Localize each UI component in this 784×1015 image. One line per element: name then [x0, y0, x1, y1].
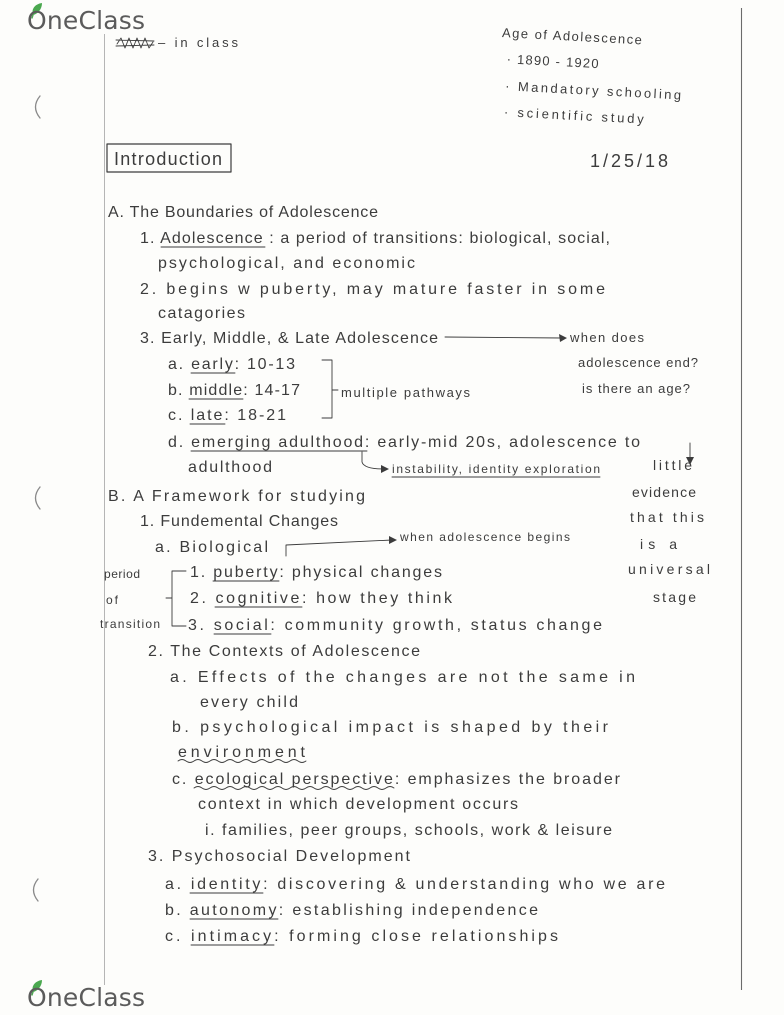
- margin-note-line: period: [104, 567, 140, 581]
- arrow-line: [445, 337, 562, 338]
- margin-note-line: stage: [653, 589, 696, 605]
- subsection-heading: 1. Fundemental Changes: [140, 513, 338, 530]
- arrow-right-icon: [559, 334, 567, 342]
- margin-note-universal-stage: [628, 457, 710, 605]
- page-header: [116, 35, 239, 50]
- note-line: 2. cognitive: how they think: [190, 590, 452, 607]
- note-line: 1. Adolescence : a period of transitions: biological, social,: [140, 230, 610, 247]
- crossed-out-scribble: [116, 38, 154, 48]
- note-line: environment: [178, 744, 305, 761]
- transition-bracket: [166, 571, 186, 626]
- margin-question: is there an age?: [582, 381, 690, 396]
- stage-item: a. early: 10-13: [168, 356, 295, 373]
- stages-note: multiple pathways: [341, 385, 470, 400]
- stage-item: d. emerging adulthood: early-mid 20s, adolescence to: [168, 434, 640, 451]
- note-line: 3. social: community growth, status change: [188, 617, 602, 634]
- note-line: a. identity: discovering & understanding who we are: [165, 876, 665, 893]
- margin-question: adolescence end?: [578, 355, 698, 370]
- margin-note-line: little: [653, 457, 692, 473]
- arrow-line: [286, 540, 392, 556]
- note-line: i. families, peer groups, schools, work & leisure: [205, 822, 612, 839]
- note-line: adulthood: [188, 459, 272, 476]
- section-heading: B. A Framework for studying: [108, 488, 365, 505]
- subsection-heading: 2. The Contexts of Adolescence: [148, 643, 420, 660]
- note-line: c. ecological perspective: emphasizes the broader: [172, 771, 620, 788]
- note-line: 3. Early, Middle, & Late Adolescence: [140, 330, 438, 347]
- side-note: [498, 25, 685, 128]
- arrow-right-icon: [389, 536, 397, 544]
- side-note-item: · 1890 - 1920: [506, 51, 599, 72]
- note-line: a. Biological: [155, 539, 268, 556]
- side-note-item: · Mandatory schooling: [504, 78, 682, 103]
- margin-note-line: is a: [640, 536, 677, 552]
- note-line: catagories: [158, 305, 245, 322]
- arrow-right-icon: [381, 465, 389, 473]
- page-title: Introduction: [114, 149, 222, 169]
- brand-name: OneClass: [27, 6, 145, 35]
- note-line: every child: [200, 694, 298, 711]
- binder-hole-mark: [36, 487, 41, 509]
- margin-note-line: universal: [628, 561, 710, 577]
- brand-name: OneClass: [27, 983, 145, 1012]
- arrow-line: [362, 452, 384, 469]
- note-line: b. psychological impact is shaped by their: [172, 719, 608, 736]
- subsection-heading: 3. Psychosocial Development: [148, 848, 410, 865]
- note-line: 2. begins w puberty, may mature faster in some: [140, 281, 606, 298]
- emerging-note: instability, identity exploration: [392, 462, 600, 476]
- header-context: – in class: [158, 35, 238, 50]
- section-b: [100, 488, 665, 945]
- note-line: psychological, and economic: [158, 255, 415, 272]
- binder-hole-mark: [36, 96, 41, 118]
- margin-question: when does: [570, 330, 644, 345]
- stage-item: b. middle: 14-17: [168, 382, 300, 399]
- brand-logo-bottom: [27, 980, 145, 1012]
- binder-hole-mark: [34, 879, 39, 901]
- note-line: a. Effects of the changes are not the same in: [170, 669, 636, 686]
- stage-item: c. late: 18-21: [168, 407, 286, 424]
- brand-logo-top: [27, 3, 145, 35]
- note-line: context in which development occurs: [198, 796, 518, 813]
- note-line: b. autonomy: establishing independence: [165, 902, 538, 919]
- margin-note-line: that this: [630, 509, 704, 525]
- margin-note-line: of: [106, 593, 118, 607]
- margin-note-line: transition: [100, 617, 160, 631]
- biological-note: when adolescence begins: [400, 530, 570, 544]
- side-note-heading: Age of Adolescence: [501, 25, 643, 48]
- note-line: 1. puberty: physical changes: [190, 564, 442, 581]
- side-note-item: · scientific study: [503, 104, 645, 127]
- section-heading: A. The Boundaries of Adolescence: [108, 204, 378, 221]
- stage-bracket: [322, 360, 338, 418]
- note-date: 1/25/18: [590, 151, 668, 171]
- note-line: c. intimacy: forming close relationships: [165, 928, 558, 945]
- margin-note-line: evidence: [632, 484, 696, 500]
